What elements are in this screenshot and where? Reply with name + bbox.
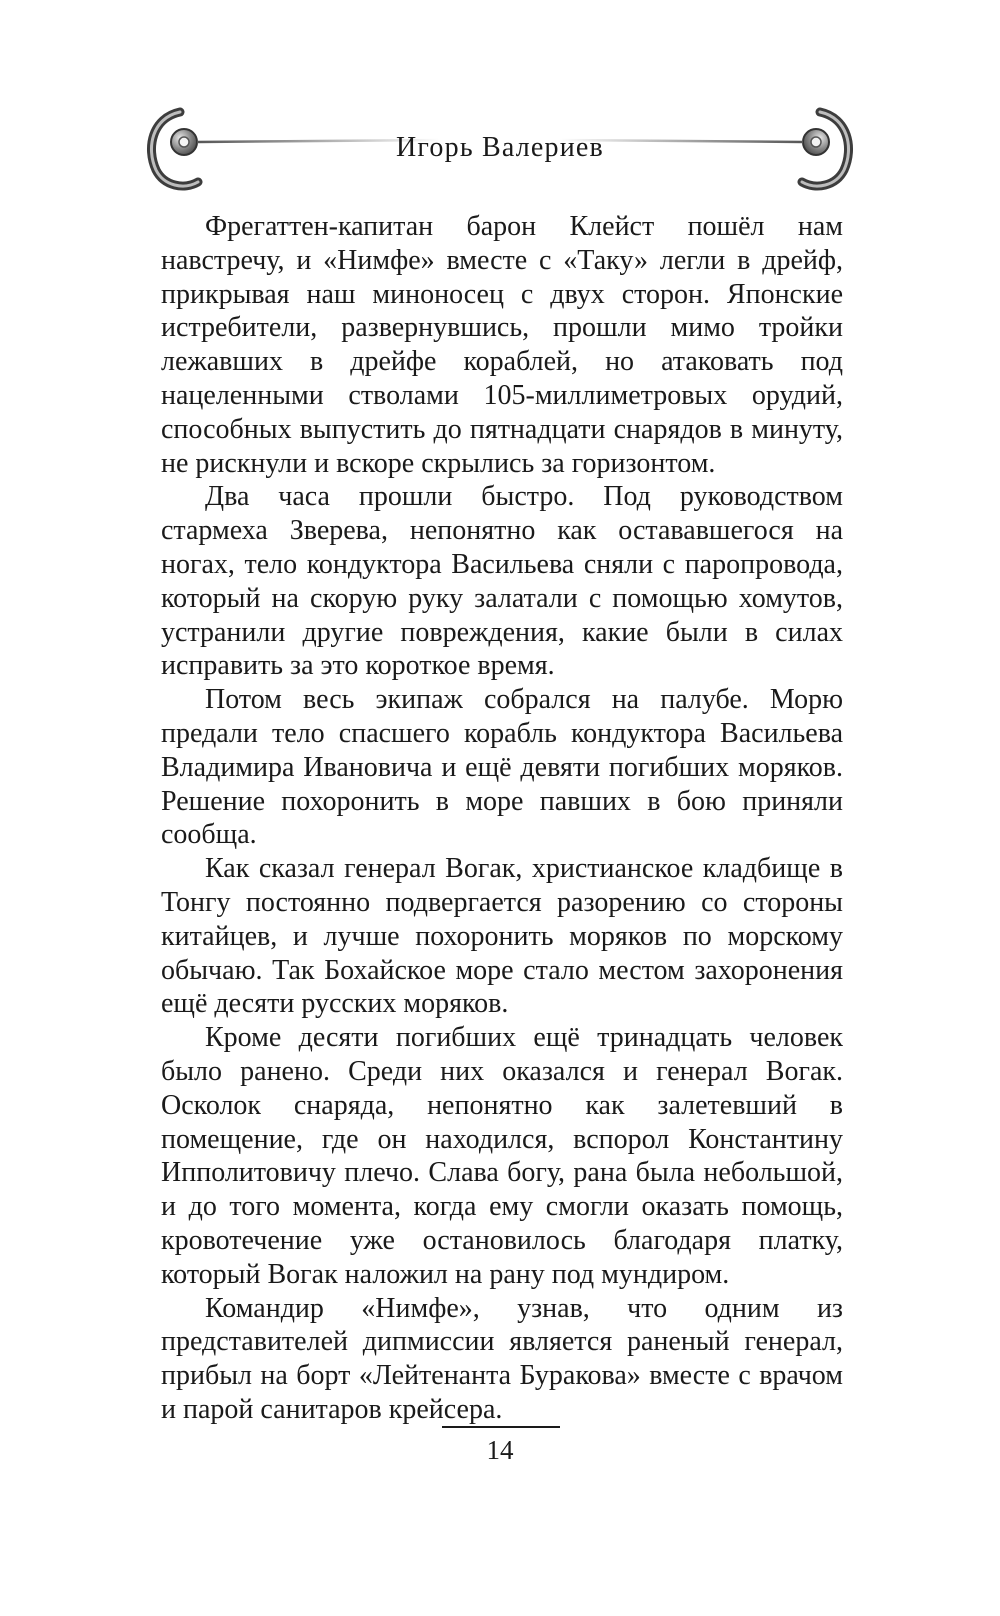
page-number: 14: [486, 1435, 514, 1465]
paragraph: Два часа прошли быстро. Под руководством стармеха Зверева, непонятно как остававшегося на ногах, тело кондуктора Васильева сняли с паропровода, который на скорую руку залатали с помощью хомутов, устранили другие повреждения, какие были в силах исправить за это короткое время.: [161, 481, 843, 682]
paragraph: Как сказал генерал Вогак, христианское кладбище в Тонгу постоянно подвергается разорению со стороны китайцев, и лучше похоронить моряков по морскому обычаю. Так Бохайское море стало местом захоронения ещё десяти русских моряков.: [161, 853, 843, 1020]
footer-rule: [442, 1426, 560, 1428]
running-head: Игорь Валериев: [396, 132, 604, 163]
paragraph: Кроме десяти погибших ещё тринадцать человек было ранено. Среди них оказался и генерал Вогак. Осколок снаряда, непонятно как залетевший в помещение, где он находился, вспорол Константину Ипполитовичу плечо. Слава богу, рана была небольшой, и до того момента, когда ему смогли оказать помощь, кровотечение уже остановилось благодаря платку, который Вогак наложил на рану под мундиром.: [161, 1022, 843, 1290]
page-header: [0, 100, 1000, 200]
body-text: [161, 210, 843, 1427]
scroll-ornament-icon: [550, 100, 860, 200]
paragraph: Командир «Нимфе», узнав, что одним из представителей дипмиссии является раненый генерал, прибыл на борт «Лейтенанта Буракова» вместе с врачом и парой санитаров крейсера.: [161, 1292, 843, 1425]
paragraph: Потом весь экипаж собрался на палубе. Морю предали тело спасшего корабль кондуктора Васильева Владимира Ивановича и ещё девяти погибших моряков. Решение похоронить в море павших в бою приняли сообща.: [161, 684, 843, 851]
paragraph: Фрегаттен-капитан барон Клейст пошёл нам навстречу, и «Нимфе» вместе с «Таку» легли в дрейф, прикрывая наш миноносец с двух сторон. Японские истребители, развернувшись, прошли мимо тройки лежавших в дрейфе кораблей, но атаковать под нацеленными стволами 105-миллиметровых орудий, способных выпустить до пятнадцати снарядов в минуту, не рискнули и вскоре скрылись за горизонтом.: [161, 211, 843, 479]
